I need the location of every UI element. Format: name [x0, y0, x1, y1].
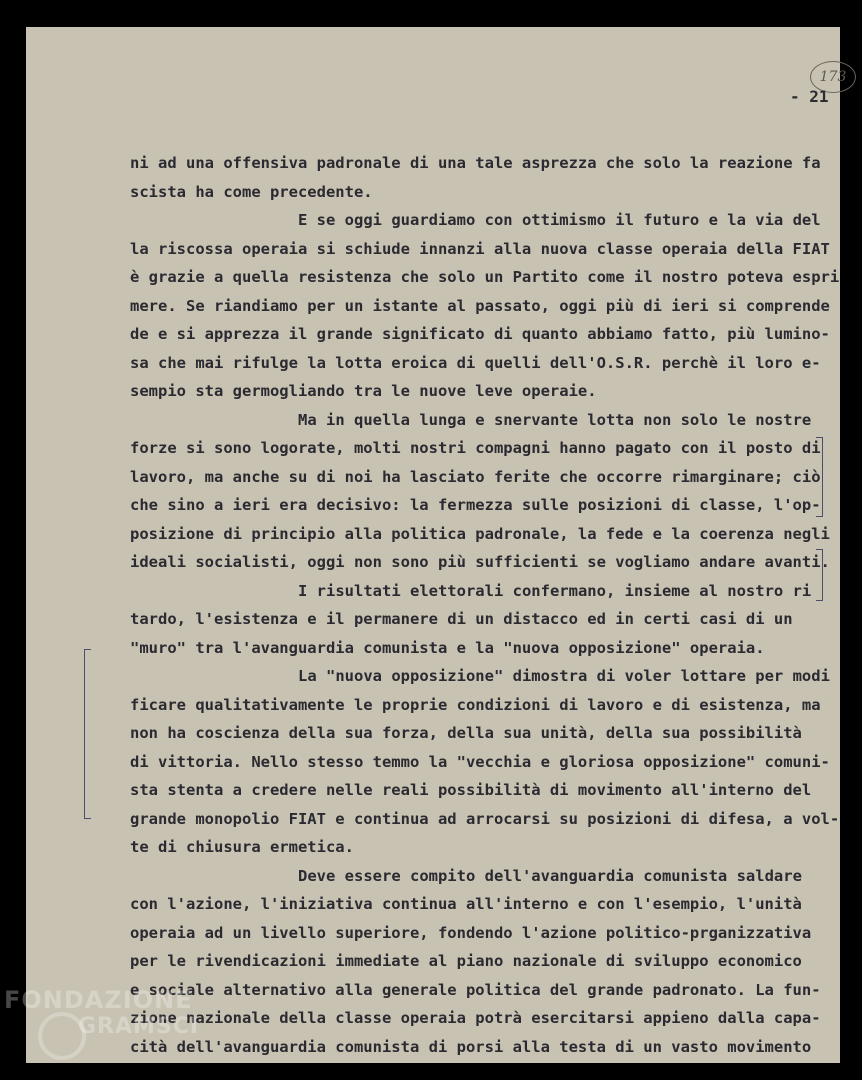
text-line: ideali socialisti, oggi non sono più sufficienti se vogliamo andare avanti.	[130, 553, 830, 571]
text-line: sa che mai rifulge la lotta eroica di quelli dell'O.S.R. perchè il loro e-	[130, 353, 821, 372]
text-line: per le rivendicazioni immediate al piano nazionale di sviluppo economico	[130, 952, 802, 970]
text-line: con l'azione, l'iniziativa continua all'interno e con l'esempio, l'unità	[130, 895, 802, 913]
text-line: Deve essere compito dell'avanguardia comunista saldare	[298, 866, 802, 885]
text-line: lavoro, ma anche su di noi ha lasciato ferite che occorre rimarginare; ciò	[130, 467, 821, 486]
text-line: zione nazionale della classe operaia potrà esercitarsi appieno dalla capa-	[130, 1009, 821, 1027]
text-line: La "nuova opposizione" dimostra di voler lottare per modi	[298, 667, 830, 685]
text-line: tardo, l'esistenza e il permanere di un distacco ed in certi casi di un	[130, 610, 793, 628]
page-number: - 21	[790, 87, 829, 106]
text-line: cità dell'avanguardia comunista di porsi alla testa di un vasto movimento	[130, 1037, 812, 1056]
text-line: la riscossa operaia si schiude innanzi alla nuova classe operaia della FIAT	[130, 239, 830, 258]
text-line: te di chiusura ermetica.	[130, 838, 354, 856]
text-line: sempio sta germogliando tra le nuove leve operaie.	[130, 382, 597, 400]
watermark-logo	[4, 986, 200, 1039]
text-line: operaia ad un livello superiore, fondendo l'azione politico-prganizzativa	[130, 923, 812, 942]
document-page	[26, 27, 847, 1063]
body-text	[130, 149, 850, 1061]
text-line: e sociale alternativo alla generale politica del grande padronato. La fun-	[130, 980, 821, 999]
text-line: ficare qualitativamente le proprie condizioni di lavoro e di esistenza, ma	[130, 695, 821, 714]
text-line: "muro" tra l'avanguardia comunista e la "nuova opposizione" operaia.	[130, 638, 765, 657]
margin-bracket-right	[816, 437, 823, 517]
text-line: E se oggi guardiamo con ottimismo il futuro e la via del	[298, 211, 821, 229]
text-line: sta stenta a credere nelle reali possibilità di movimento all'interno del	[130, 781, 812, 799]
text-line: Ma in quella lunga e snervante lotta non solo le nostre	[298, 410, 812, 429]
text-line: forze si sono logorate, molti nostri compagni hanno pagato con il posto di	[130, 439, 821, 457]
text-line: scista ha come precedente.	[130, 182, 373, 201]
text-line: ni ad una offensiva padronale di una tale asprezza che solo la reazione fa	[130, 154, 821, 172]
text-line: è grazie a quella resistenza che solo un Partito come il nostro poteva espri	[130, 268, 840, 286]
text-line: grande monopolio FIAT e continua ad arrocarsi su posizioni di difesa, a vol-	[130, 809, 840, 828]
text-line: di vittoria. Nello stesso temmo la "vecchia e gloriosa opposizione" comuni-	[130, 752, 830, 771]
margin-bracket-left	[84, 649, 91, 819]
text-line: posizione di principio alla politica padronale, la fede e la coerenza negli	[130, 524, 830, 543]
margin-bracket-right	[816, 549, 823, 601]
text-line: de e si apprezza il grande significato di quanto abbiamo fatto, più lumino-	[130, 325, 830, 343]
watermark-line1: FONDAZIONE	[4, 986, 193, 1014]
watermark-line2: GRAMSCI	[78, 1014, 200, 1039]
text-line: mere. Se riandiamo per un istante al passato, oggi più di ieri si comprende	[130, 296, 830, 315]
text-line: I risultati elettorali confermano, insieme al nostro ri	[298, 581, 812, 600]
archive-number: 173	[810, 61, 856, 93]
text-line: non ha coscienza della sua forza, della sua unità, della sua possibilità	[130, 724, 802, 742]
text-line: che sino a ieri era decisivo: la fermezza sulle posizioni di classe, l'op-	[130, 496, 821, 514]
